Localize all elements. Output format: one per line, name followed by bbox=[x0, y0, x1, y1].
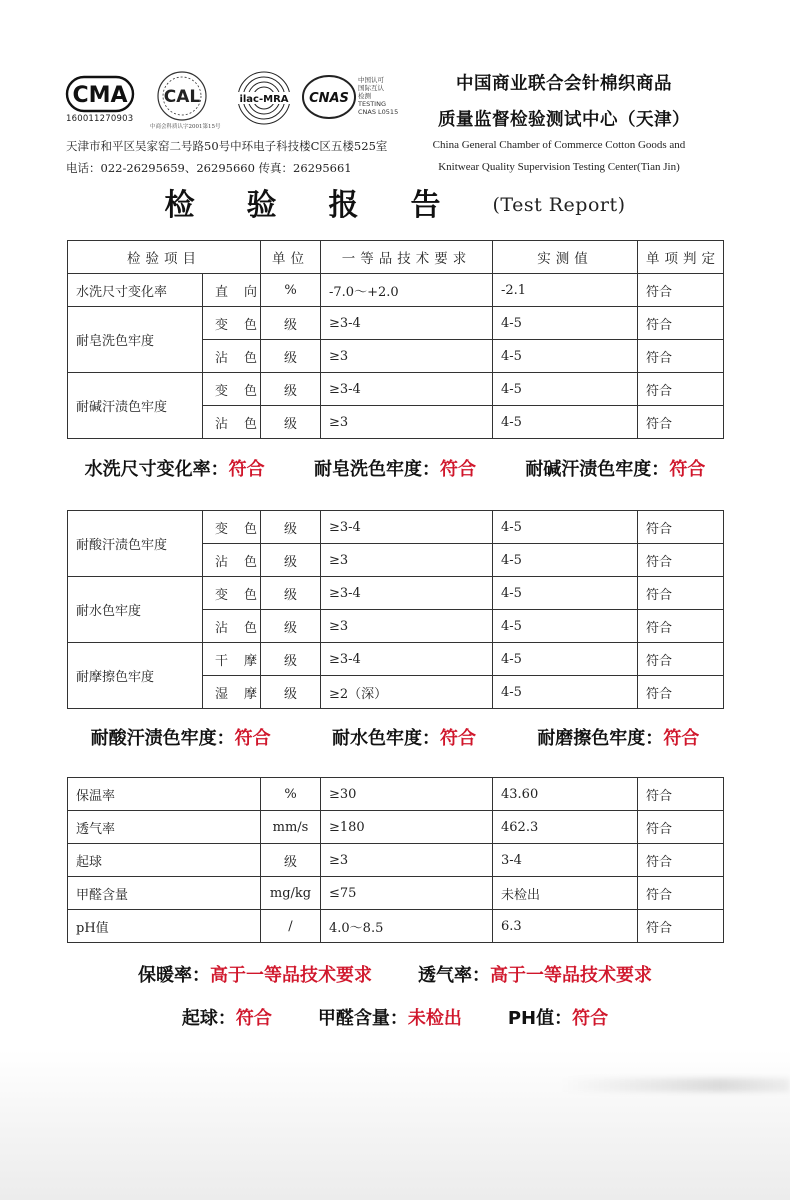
row-measured: 3-4 bbox=[493, 844, 638, 877]
report-title-en: (Test Report) bbox=[492, 194, 626, 216]
table-row bbox=[68, 511, 724, 544]
table-row bbox=[68, 577, 724, 610]
cnas-logo bbox=[302, 74, 356, 120]
row-unit: 级 bbox=[261, 373, 321, 406]
row-requirement: ≥180 bbox=[321, 811, 493, 844]
row-measured: 4-5 bbox=[493, 676, 638, 709]
row-requirement: ≥3-4 bbox=[321, 511, 493, 544]
row-verdict: 符合 bbox=[638, 610, 724, 643]
header-unit: 单位 bbox=[261, 241, 321, 274]
row-unit: 级 bbox=[261, 406, 321, 439]
table-row bbox=[68, 373, 724, 406]
row-verdict: 符合 bbox=[638, 910, 724, 943]
row-unit: 级 bbox=[261, 844, 321, 877]
row-measured: 4-5 bbox=[493, 340, 638, 373]
org-name-cn-line1: 中国商业联合会针棉织商品 bbox=[456, 74, 672, 94]
row-verdict: 符合 bbox=[638, 406, 724, 439]
summary-item: 耐碱汗渍色牢度：符合 bbox=[525, 459, 706, 480]
row-unit: / bbox=[261, 910, 321, 943]
header-requirement: 一等品技术要求 bbox=[321, 241, 493, 274]
row-subitem: 变色 bbox=[203, 307, 261, 340]
row-subitem: 沾色 bbox=[203, 406, 261, 439]
cma-logo-text: CMA bbox=[72, 83, 128, 108]
cal-logo bbox=[156, 70, 208, 122]
report-title bbox=[0, 180, 790, 224]
row-measured: 4-5 bbox=[493, 544, 638, 577]
test-table-3 bbox=[67, 777, 724, 943]
row-requirement: ≥3 bbox=[321, 340, 493, 373]
row-verdict: 符合 bbox=[638, 643, 724, 676]
row-measured: 6.3 bbox=[493, 910, 638, 943]
row-requirement: ≥3-4 bbox=[321, 577, 493, 610]
phone-fax: 电话：022-26295659、26295660 传真：26295661 bbox=[66, 161, 352, 175]
row-subitem: 直向 bbox=[203, 274, 261, 307]
row-unit: 级 bbox=[261, 676, 321, 709]
table-row bbox=[68, 307, 724, 340]
ilac-mra-logo bbox=[234, 70, 294, 126]
row-verdict: 符合 bbox=[638, 811, 724, 844]
row-measured: 4-5 bbox=[493, 610, 638, 643]
row-measured: 4-5 bbox=[493, 307, 638, 340]
row-unit: mg/kg bbox=[261, 877, 321, 910]
row-item: 耐酸汗渍色牢度 bbox=[68, 511, 203, 577]
row-measured: 4-5 bbox=[493, 643, 638, 676]
certification-logos bbox=[66, 70, 416, 142]
row-subitem: 变色 bbox=[203, 373, 261, 406]
row-requirement: ≥3-4 bbox=[321, 643, 493, 676]
table-row bbox=[68, 274, 724, 307]
row-unit: 级 bbox=[261, 307, 321, 340]
row-verdict: 符合 bbox=[638, 274, 724, 307]
summary-item: 起球：符合 bbox=[181, 1008, 272, 1029]
row-requirement: ≤75 bbox=[321, 877, 493, 910]
row-subitem: 湿摩 bbox=[203, 676, 261, 709]
row-verdict: 符合 bbox=[638, 511, 724, 544]
row-measured: 未检出 bbox=[493, 877, 638, 910]
ilac-logo-text: ilac-MRA bbox=[239, 94, 289, 105]
row-item: 耐皂洗色牢度 bbox=[68, 307, 203, 373]
table-row bbox=[68, 811, 724, 844]
row-subitem: 变色 bbox=[203, 577, 261, 610]
row-verdict: 符合 bbox=[638, 307, 724, 340]
summary-row-2 bbox=[60, 724, 730, 750]
report-title-cn: 检验报告 bbox=[164, 188, 493, 223]
row-unit: % bbox=[261, 274, 321, 307]
summary-item: 耐酸汗渍色牢度：符合 bbox=[90, 728, 271, 749]
row-unit: 级 bbox=[261, 544, 321, 577]
row-subitem: 沾色 bbox=[203, 340, 261, 373]
row-item: 耐摩擦色牢度 bbox=[68, 643, 203, 709]
row-item: 水洗尺寸变化率 bbox=[68, 274, 203, 307]
summary-item: 水洗尺寸变化率：符合 bbox=[84, 459, 265, 480]
table-row bbox=[68, 778, 724, 811]
cnas-logo-text: CNAS bbox=[309, 91, 349, 106]
row-item: 起球 bbox=[68, 844, 261, 877]
address: 天津市和平区吴家窑二号路50号中环电子科技楼C区五楼525室 bbox=[66, 139, 388, 153]
cnas-caption: 中国认可 国际互认 检测 TESTING CNAS L0515 bbox=[358, 76, 399, 116]
summary-row-3 bbox=[60, 961, 730, 987]
row-verdict: 符合 bbox=[638, 577, 724, 610]
org-name-en-line2: Knitwear Quality Supervision Testing Center(Tian Jin) bbox=[438, 161, 680, 173]
row-unit: % bbox=[261, 778, 321, 811]
row-requirement: ≥3 bbox=[321, 844, 493, 877]
test-table-2 bbox=[67, 510, 724, 709]
summary-item: 耐磨擦色牢度：符合 bbox=[537, 728, 700, 749]
row-requirement: ≥3 bbox=[321, 610, 493, 643]
row-requirement: ≥3 bbox=[321, 544, 493, 577]
org-name-en-line1: China General Chamber of Commerce Cotton Goods and bbox=[432, 139, 686, 151]
row-verdict: 符合 bbox=[638, 373, 724, 406]
row-unit: 级 bbox=[261, 340, 321, 373]
row-item: 耐水色牢度 bbox=[68, 577, 203, 643]
row-item: 透气率 bbox=[68, 811, 261, 844]
row-requirement: ≥3 bbox=[321, 406, 493, 439]
row-verdict: 符合 bbox=[638, 544, 724, 577]
table-row bbox=[68, 877, 724, 910]
summary-item: 透气率：高于一等品技术要求 bbox=[418, 965, 652, 986]
row-verdict: 符合 bbox=[638, 340, 724, 373]
row-subitem: 沾色 bbox=[203, 610, 261, 643]
row-verdict: 符合 bbox=[638, 877, 724, 910]
page-bottom-shading bbox=[0, 1050, 790, 1200]
row-unit: 级 bbox=[261, 610, 321, 643]
row-item: pH值 bbox=[68, 910, 261, 943]
row-measured: 4-5 bbox=[493, 373, 638, 406]
table-row bbox=[68, 844, 724, 877]
row-subitem: 变色 bbox=[203, 511, 261, 544]
summary-item: 耐水色牢度：符合 bbox=[331, 728, 476, 749]
row-verdict: 符合 bbox=[638, 844, 724, 877]
row-subitem: 干摩 bbox=[203, 643, 261, 676]
page-curl-shadow bbox=[560, 1078, 790, 1092]
row-requirement: ≥30 bbox=[321, 778, 493, 811]
row-item: 保温率 bbox=[68, 778, 261, 811]
row-unit: 级 bbox=[261, 577, 321, 610]
cma-number: 160011270903 bbox=[66, 114, 134, 124]
header-measured: 实测值 bbox=[493, 241, 638, 274]
svg-text:CAL: CAL bbox=[163, 87, 201, 107]
row-measured: 4-5 bbox=[493, 577, 638, 610]
row-requirement: ≥2（深） bbox=[321, 676, 493, 709]
row-subitem: 沾色 bbox=[203, 544, 261, 577]
summary-item: 保暖率：高于一等品技术要求 bbox=[138, 965, 372, 986]
row-measured: 462.3 bbox=[493, 811, 638, 844]
row-unit: 级 bbox=[261, 511, 321, 544]
row-requirement: 4.0～8.5 bbox=[321, 910, 493, 943]
table-header-row bbox=[68, 241, 724, 274]
row-item: 甲醛含量 bbox=[68, 877, 261, 910]
row-measured: 43.60 bbox=[493, 778, 638, 811]
row-item: 耐碱汗渍色牢度 bbox=[68, 373, 203, 439]
row-verdict: 符合 bbox=[638, 676, 724, 709]
summary-item: 甲醛含量：未检出 bbox=[317, 1008, 462, 1029]
row-measured: 4-5 bbox=[493, 511, 638, 544]
table-row bbox=[68, 910, 724, 943]
row-requirement: -7.0～+2.0 bbox=[321, 274, 493, 307]
test-table-1 bbox=[67, 240, 724, 439]
summary-row-4 bbox=[60, 1004, 730, 1030]
row-measured: -2.1 bbox=[493, 274, 638, 307]
cma-logo bbox=[66, 76, 134, 112]
org-name-cn-line2: 质量监督检验测试中心（天津） bbox=[438, 110, 690, 130]
row-requirement: ≥3-4 bbox=[321, 307, 493, 340]
summary-row-1 bbox=[60, 455, 730, 481]
summary-item: PH值：符合 bbox=[507, 1008, 609, 1029]
row-requirement: ≥3-4 bbox=[321, 373, 493, 406]
row-measured: 4-5 bbox=[493, 406, 638, 439]
header-item: 检验项目 bbox=[68, 241, 261, 274]
row-unit: 级 bbox=[261, 643, 321, 676]
table-row bbox=[68, 643, 724, 676]
cal-caption: 中商会科质认字2001第15号 bbox=[150, 124, 221, 130]
summary-item: 耐皂洗色牢度：符合 bbox=[313, 459, 476, 480]
header-verdict: 单项判定 bbox=[638, 241, 724, 274]
row-verdict: 符合 bbox=[638, 778, 724, 811]
row-unit: mm/s bbox=[261, 811, 321, 844]
